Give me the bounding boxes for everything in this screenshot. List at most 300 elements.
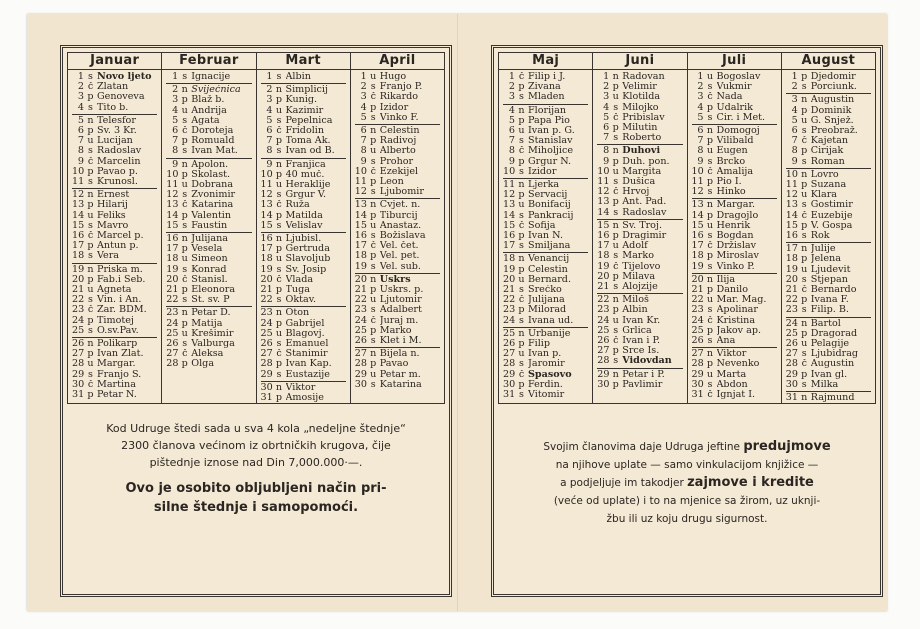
day-number: 8	[697, 146, 704, 157]
weekday-letter: s	[370, 112, 376, 123]
day-row	[355, 211, 440, 221]
day-number: 26	[597, 336, 610, 347]
day-row	[786, 136, 871, 146]
day-number: 25	[260, 328, 273, 339]
day-number: 8	[603, 145, 610, 157]
weekday-letter: p	[275, 169, 283, 180]
weekday-letter: p	[275, 136, 283, 147]
day-number: 6	[697, 125, 704, 137]
day-row	[355, 198, 440, 210]
weekday-letter: č	[518, 146, 525, 157]
weekday-letter: p	[181, 136, 188, 147]
saint-name: Martina	[97, 379, 136, 390]
saint-name: St. sv. P	[191, 295, 230, 306]
saint-name: Petar D.	[191, 308, 231, 319]
day-row	[355, 103, 440, 113]
day-number: 18	[354, 251, 367, 262]
weekday-letter: n	[706, 348, 714, 360]
weekday-letter: s	[801, 349, 807, 360]
saint-name: Vukmir	[716, 82, 752, 93]
weekday-letter: p	[275, 244, 283, 255]
day-number: 21	[691, 285, 704, 296]
weekday-letter: n	[518, 104, 525, 116]
weekday-letter: p	[87, 200, 94, 211]
weekday-letter: u	[801, 339, 808, 350]
day-row	[503, 349, 588, 359]
day-row	[786, 295, 871, 305]
weekday-letter: č	[182, 349, 188, 360]
day-row	[355, 157, 440, 167]
saint-name: Ivan od B.	[285, 146, 335, 157]
day-number: 5	[266, 115, 273, 126]
day-row	[692, 347, 777, 359]
day-number: 2	[172, 84, 179, 96]
saint-name: Uskrs. p.	[379, 285, 424, 296]
day-number: 11	[785, 180, 798, 191]
weekday-letter: s	[519, 92, 524, 103]
day-number: 6	[172, 126, 179, 137]
day-number: 11	[72, 177, 85, 188]
saint-name: Apolinar	[716, 305, 758, 316]
day-row	[503, 241, 588, 251]
weekday-letter: p	[275, 95, 283, 106]
day-number: 24	[166, 318, 179, 329]
saint-name: Danilo	[716, 285, 749, 296]
saint-name: Valentin	[191, 210, 232, 221]
saint-name: Slavoljub	[285, 254, 331, 265]
day-number: 9	[77, 156, 84, 167]
day-number: 24	[260, 318, 273, 329]
weekday-letter: n	[518, 253, 525, 265]
weekday-letter: p	[370, 210, 377, 221]
day-row	[786, 231, 871, 241]
day-number: 19	[354, 261, 367, 272]
weekday-letter: č	[276, 349, 282, 360]
day-number: 20	[691, 273, 704, 285]
day-row	[166, 95, 251, 105]
day-number: 26	[354, 336, 367, 347]
day-number: 3	[360, 92, 367, 103]
saint-name: Ernest	[97, 190, 130, 201]
saint-name: Miholjice	[528, 146, 574, 157]
day-number: 7	[697, 136, 704, 147]
weekday-letter: p	[87, 349, 94, 360]
day-number: 22	[166, 295, 179, 306]
saint-name: Marta	[716, 369, 747, 380]
weekday-letter: u	[801, 115, 808, 126]
saint-name: Agata	[191, 115, 220, 126]
weekday-letter: č	[613, 261, 619, 272]
day-number: 12	[597, 187, 610, 198]
day-row	[597, 305, 682, 315]
day-row	[355, 136, 440, 146]
day-row	[261, 319, 346, 329]
day-row	[72, 167, 157, 177]
day-row	[72, 316, 157, 326]
day-number: 1	[77, 72, 84, 82]
day-row	[692, 167, 777, 177]
day-number: 13	[166, 200, 179, 211]
day-row	[597, 167, 682, 177]
day-number: 2	[697, 82, 704, 93]
day-row	[355, 187, 440, 197]
saint-name: Bartol	[810, 318, 841, 329]
day-row	[597, 380, 682, 390]
saint-name: Emanuel	[285, 339, 329, 350]
saint-name: 40 muč.	[285, 169, 325, 180]
day-number: 27	[597, 346, 610, 357]
day-row	[166, 254, 251, 264]
day-number: 30	[260, 381, 273, 393]
day-row	[503, 316, 588, 326]
day-row	[597, 241, 682, 251]
saint-name: Doroteja	[191, 126, 234, 137]
weekday-letter: s	[801, 379, 807, 390]
day-number: 25	[785, 328, 798, 339]
day-number: 20	[503, 274, 516, 285]
day-row	[261, 254, 346, 264]
day-row	[503, 190, 588, 200]
day-row	[166, 200, 251, 210]
saint-name: Ljutomir	[379, 295, 422, 306]
month-title: Juni	[593, 53, 686, 70]
day-number: 10	[597, 166, 610, 177]
weekday-letter: s	[182, 146, 188, 157]
day-number: 16	[354, 231, 367, 242]
day-row	[166, 126, 251, 136]
saint-name: Katarina	[191, 200, 234, 211]
day-number: 20	[260, 274, 273, 285]
day-list	[782, 70, 875, 403]
day-row	[692, 92, 777, 102]
saint-name: Amosije	[285, 393, 324, 404]
saint-name: Ćirijak	[810, 146, 844, 157]
day-row	[597, 326, 682, 336]
saint-name: Petar N.	[97, 390, 137, 401]
saint-name: Dušica	[622, 177, 656, 188]
day-number: 27	[260, 349, 273, 360]
weekday-letter: n	[518, 179, 525, 191]
day-row	[355, 370, 440, 380]
day-list	[688, 70, 781, 403]
saint-name: Bernard.	[528, 274, 571, 285]
saint-name: Dragimir	[622, 231, 667, 242]
saint-name: Jaromir	[528, 359, 565, 370]
saint-name: Velimir	[622, 82, 657, 93]
day-row	[72, 72, 157, 82]
saint-name: Jakov ap.	[716, 325, 762, 336]
saint-name: Antun p.	[97, 241, 139, 252]
day-number: 28	[691, 359, 704, 370]
day-number: 28	[503, 359, 516, 370]
day-number: 10	[166, 169, 179, 180]
day-number: 22	[785, 295, 798, 306]
saint-name: Zar. BDM.	[97, 305, 147, 316]
day-number: 15	[691, 220, 704, 231]
saint-name: Domogoj	[716, 126, 760, 137]
day-row	[166, 83, 251, 95]
saint-name: Živana	[528, 82, 561, 93]
weekday-letter: č	[182, 200, 188, 211]
weekday-letter: p	[275, 318, 283, 329]
footer-line: Kod Udruge štedi sada u sva 4 kola „nedeljne štednje“	[106, 422, 406, 435]
saint-name: Suzana	[810, 180, 847, 191]
saint-name: Simeon	[191, 254, 228, 265]
day-number: 8	[266, 146, 273, 157]
month-april	[351, 53, 444, 403]
month-title: April	[351, 53, 444, 70]
day-list	[68, 70, 161, 403]
saint-name: Mladen	[528, 92, 565, 103]
fold-line	[457, 14, 458, 611]
weekday-letter: p	[612, 231, 619, 242]
saint-name: Franjo P.	[379, 82, 423, 93]
day-row	[597, 144, 682, 156]
day-number: 9	[697, 156, 704, 167]
saint-name: Valburga	[191, 339, 235, 350]
day-list	[593, 70, 686, 403]
weekday-letter: p	[181, 169, 188, 180]
weekday-letter: p	[87, 315, 94, 326]
day-row	[261, 232, 346, 244]
saint-name: Tito b.	[97, 102, 129, 113]
saint-name: Julijana	[528, 295, 565, 306]
day-row	[692, 295, 777, 305]
saint-name: Matilda	[285, 210, 323, 221]
day-number: 25	[72, 325, 85, 336]
saint-name: Celestin	[528, 264, 568, 275]
weekday-letter: č	[518, 220, 525, 231]
day-number: 7	[603, 133, 610, 144]
weekday-letter: p	[275, 393, 283, 404]
day-number: 22	[503, 295, 516, 306]
weekday-letter: s	[519, 390, 524, 401]
day-number: 31	[785, 392, 798, 404]
weekday-letter: u	[181, 328, 188, 339]
day-number: 17	[785, 243, 798, 255]
day-list	[499, 70, 592, 403]
day-number: 13	[354, 199, 367, 211]
weekday-letter: p	[518, 115, 525, 126]
weekday-letter: u	[706, 220, 714, 231]
weekday-letter: p	[801, 105, 808, 116]
saint-name: Radoslav	[622, 207, 667, 218]
day-number: 6	[360, 125, 367, 137]
weekday-letter: s	[801, 82, 807, 93]
weekday-letter: č	[707, 390, 713, 401]
day-number: 15	[785, 220, 798, 231]
day-number: 19	[503, 264, 516, 275]
saint-name: Duhovi	[622, 146, 661, 157]
weekday-letter: p	[612, 346, 619, 357]
weekday-letter: s	[613, 325, 619, 336]
saint-name: Marko	[622, 251, 654, 262]
month-februar	[162, 53, 256, 403]
saint-name: Rikardo	[379, 92, 419, 103]
weekday-letter: u	[612, 241, 619, 252]
day-number: 31	[72, 390, 85, 401]
day-number: 3	[697, 92, 704, 103]
saint-name: Ruža	[285, 200, 310, 211]
month-title: Mart	[257, 53, 350, 70]
saint-name: Abdon	[716, 379, 748, 390]
weekday-letter: n	[801, 94, 808, 106]
footer-line: a podjeljuje im takodjer zajmove i kredite	[560, 475, 814, 490]
left-panel	[60, 45, 452, 597]
saint-name: Polikarp	[97, 339, 138, 350]
saint-name: Rok	[810, 231, 830, 242]
weekday-letter: s	[613, 251, 619, 262]
day-row	[166, 158, 251, 170]
weekday-letter: s	[182, 339, 188, 350]
weekday-letter: s	[707, 379, 713, 390]
day-number: 21	[72, 285, 85, 296]
saint-name: Radoslav	[97, 146, 142, 157]
day-row	[692, 305, 777, 315]
saint-name: Servacij	[528, 190, 568, 201]
day-row	[166, 285, 251, 295]
day-row	[166, 180, 251, 190]
day-row	[355, 359, 440, 369]
day-row	[786, 380, 871, 390]
day-number: 12	[72, 189, 85, 201]
day-row	[786, 391, 871, 403]
saint-name: Urbanije	[528, 328, 571, 339]
footer-highlight: silne štednje i samopomoći.	[153, 500, 359, 515]
day-row	[786, 242, 871, 254]
day-row	[786, 157, 871, 167]
weekday-letter: u	[706, 369, 714, 380]
saint-name: Klara	[810, 190, 838, 201]
day-number: 2	[791, 82, 798, 93]
day-row	[692, 285, 777, 295]
saint-name: Vel. sub.	[379, 261, 421, 272]
day-number: 28	[166, 359, 179, 370]
day-row	[597, 262, 682, 272]
day-row	[261, 83, 346, 95]
saint-name: Milorad	[528, 305, 567, 316]
calendar-card	[27, 14, 887, 611]
weekday-letter: n	[801, 392, 808, 404]
saint-name: Petar i P.	[622, 369, 665, 380]
day-row	[355, 241, 440, 251]
day-number: 20	[166, 274, 179, 285]
day-row	[786, 265, 871, 275]
saint-name: Albin	[622, 305, 648, 316]
weekday-letter: č	[276, 274, 282, 285]
day-number: 19	[166, 264, 179, 275]
day-number: 28	[260, 359, 273, 370]
weekday-letter: n	[370, 199, 377, 211]
day-row	[261, 158, 346, 170]
weekday-letter: č	[707, 92, 713, 103]
saint-name: Hrvoj	[622, 187, 650, 198]
day-number: 18	[72, 251, 85, 262]
day-row	[355, 124, 440, 136]
weekday-letter: u	[370, 72, 377, 82]
day-number: 20	[354, 273, 367, 285]
weekday-letter: n	[181, 233, 188, 245]
day-number: 9	[360, 156, 367, 167]
day-number: 7	[172, 136, 179, 147]
day-row	[166, 221, 251, 231]
day-number: 26	[72, 338, 85, 350]
saint-name: Marcel p.	[97, 231, 144, 242]
day-number: 20	[785, 274, 798, 285]
saint-name: Hinko	[716, 187, 746, 198]
saint-name: Milava	[622, 271, 656, 282]
weekday-letter: č	[613, 187, 619, 198]
weekday-letter: s	[707, 187, 713, 198]
day-row	[597, 123, 682, 133]
weekday-letter: p	[181, 318, 188, 329]
day-row	[786, 221, 871, 231]
weekday-letter: u	[612, 166, 619, 177]
saint-name: O.sv.Pav.	[97, 325, 139, 336]
saint-name: Pankracij	[528, 210, 574, 221]
day-number: 30	[354, 379, 367, 390]
saint-name: Bogdan	[716, 231, 754, 242]
weekday-letter: n	[612, 368, 619, 380]
saint-name: Ljubidrag	[810, 349, 859, 360]
saint-name: Genoveva	[97, 92, 145, 103]
weekday-letter: u	[87, 210, 94, 221]
day-row	[692, 198, 777, 210]
saint-name: Marcelin	[97, 156, 141, 167]
weekday-letter: s	[276, 295, 282, 306]
day-number: 2	[77, 82, 84, 93]
day-row	[786, 180, 871, 190]
weekday-letter: u	[275, 328, 283, 339]
saint-name: Kunig.	[285, 95, 318, 106]
saint-name: Dominik	[810, 105, 852, 116]
day-row	[503, 200, 588, 210]
day-number: 2	[360, 82, 367, 93]
saint-name: Duh. pon.	[622, 156, 670, 167]
day-row	[597, 113, 682, 123]
day-row	[72, 370, 157, 380]
day-number: 5	[791, 115, 798, 126]
day-row	[503, 221, 588, 231]
day-number: 13	[72, 200, 85, 211]
weekday-letter: s	[801, 274, 807, 285]
saint-name: Milojko	[622, 102, 659, 113]
day-number: 21	[354, 285, 367, 296]
day-number: 26	[785, 339, 798, 350]
weekday-letter: p	[518, 156, 525, 167]
day-row	[166, 232, 251, 244]
month-maj	[499, 53, 593, 403]
day-number: 17	[354, 241, 367, 252]
day-row	[503, 82, 588, 92]
saint-name: Alberto	[379, 146, 416, 157]
day-row	[786, 190, 871, 200]
day-number: 14	[597, 207, 610, 218]
day-row	[786, 329, 871, 339]
saint-name: Gabrijel	[285, 318, 325, 329]
day-number: 1	[172, 72, 179, 82]
day-number: 17	[72, 241, 85, 252]
weekday-letter: s	[519, 136, 524, 147]
weekday-letter: n	[706, 199, 714, 211]
day-row	[503, 252, 588, 264]
day-number: 22	[72, 295, 85, 306]
saint-name: Ivan gl.	[810, 369, 848, 380]
weekday-letter: s	[613, 282, 619, 293]
day-number: 31	[691, 390, 704, 401]
saint-name: Apolon.	[191, 159, 229, 170]
day-number: 27	[166, 349, 179, 360]
